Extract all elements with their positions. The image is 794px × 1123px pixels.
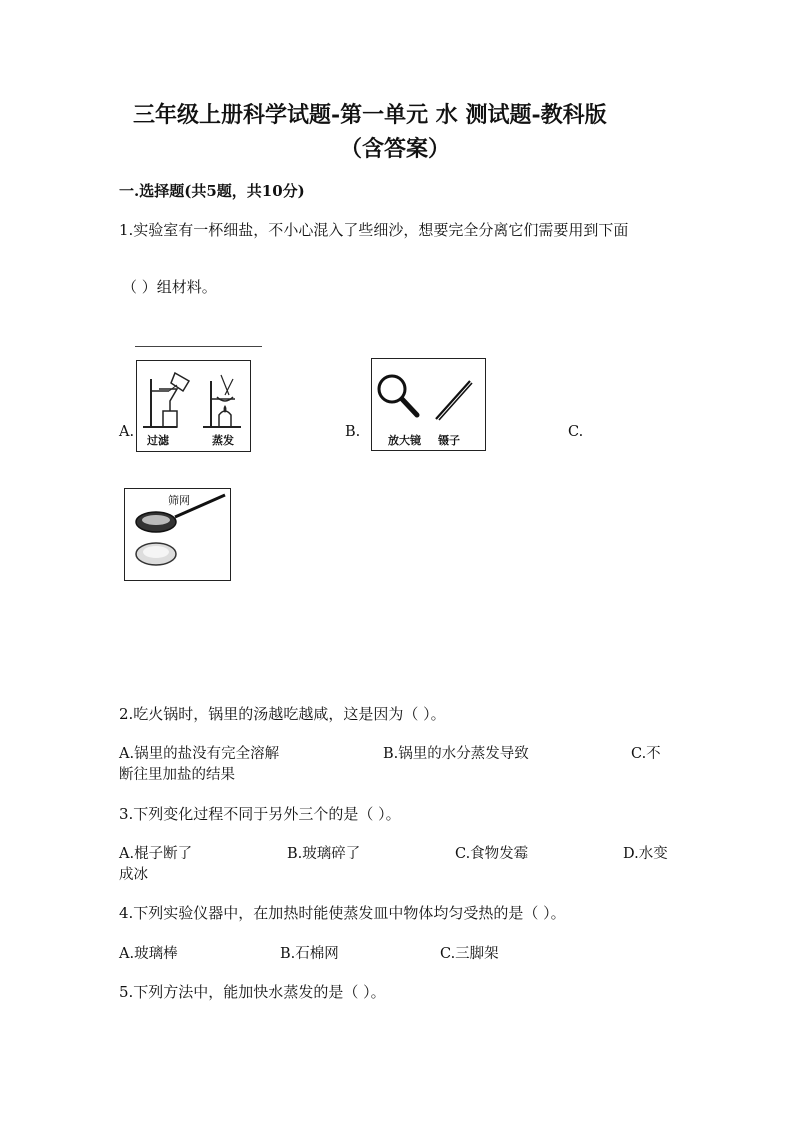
question-3-stem: 3.下列变化过程不同于另外三个的是（ ）。 bbox=[119, 805, 401, 823]
question-3-option-d-cont: 成冰 bbox=[119, 867, 148, 883]
sieve-icon bbox=[125, 489, 230, 580]
question-3-option-b[interactable]: B.玻璃碎了 bbox=[287, 846, 361, 862]
question-4-option-c[interactable]: C.三脚架 bbox=[440, 946, 499, 962]
image-a-filter-evaporate bbox=[136, 360, 251, 452]
option-c-letter[interactable]: C. bbox=[568, 424, 584, 440]
caption-evaporate: 蒸发 bbox=[212, 434, 234, 447]
question-2-option-b[interactable]: B.锅里的水分蒸发导致 bbox=[383, 746, 529, 762]
caption-tweezers: 镊子 bbox=[438, 434, 460, 447]
section-heading: 一.选择题(共5题，共10分) bbox=[119, 182, 305, 200]
question-3-option-c[interactable]: C.食物发霉 bbox=[455, 846, 529, 862]
question-3-option-d[interactable]: D.水变 bbox=[623, 846, 668, 862]
question-4-stem: 4.下列实验仪器中，在加热时能使蒸发皿中物体均匀受热的是（ ）。 bbox=[119, 904, 566, 922]
question-5-stem: 5.下列方法中，能加快水蒸发的是（ ）。 bbox=[119, 983, 386, 1001]
question-4-option-a[interactable]: A.玻璃棒 bbox=[119, 946, 178, 962]
caption-magnifier: 放大镜 bbox=[388, 434, 421, 447]
page-title-line1: 三年级上册科学试题-第一单元 水 测试题-教科版 bbox=[133, 102, 607, 128]
option-b-letter[interactable]: B. bbox=[345, 424, 361, 440]
question-1-stem-blank: （ ）组材料。 bbox=[122, 278, 217, 296]
image-c-sieve bbox=[124, 488, 231, 581]
image-b-magnifier-tweezers bbox=[371, 358, 486, 451]
question-1-stem: 1.实验室有一杯细盐，不小心混入了些细沙，想要完全分离它们需要用到下面 bbox=[119, 221, 629, 239]
question-4-option-b[interactable]: B.石棉网 bbox=[280, 946, 339, 962]
question-2-option-a[interactable]: A.锅里的盐没有完全溶解 bbox=[119, 746, 280, 762]
question-3-option-a[interactable]: A.棍子断了 bbox=[119, 846, 193, 862]
question-2-option-c-cont: 断往里加盐的结果 bbox=[119, 767, 235, 783]
question-2-option-c[interactable]: C.不 bbox=[631, 746, 661, 762]
question-2-stem: 2.吃火锅时，锅里的汤越吃越咸，这是因为（ ）。 bbox=[119, 705, 446, 723]
option-a-letter[interactable]: A. bbox=[119, 424, 135, 440]
page-title-line2: （含答案） bbox=[340, 136, 451, 162]
caption-sieve: 筛网 bbox=[168, 494, 190, 507]
caption-filter: 过滤 bbox=[147, 434, 169, 447]
image-a-top-rule bbox=[135, 346, 262, 357]
